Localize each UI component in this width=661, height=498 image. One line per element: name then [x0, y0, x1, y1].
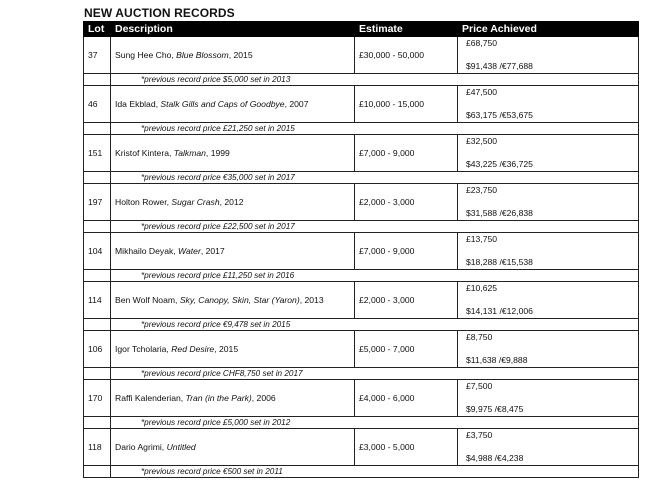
price-cell [458, 184, 639, 221]
previous-record-note: *previous record price €35,000 set in 2017 [111, 172, 639, 184]
record-note-row [84, 270, 639, 282]
price-cell [458, 37, 639, 74]
lot-spacer [84, 368, 111, 380]
artist-name: Holton Rower, [115, 197, 172, 207]
table-row [84, 282, 639, 319]
description-cell [111, 184, 355, 221]
artist-name: Igor Tcholaria, [115, 344, 172, 354]
previous-record-note: *previous record price €500 set in 2011 [111, 466, 639, 478]
work-year: , 2015 [214, 344, 239, 354]
document-title: NEW AUCTION RECORDS [84, 6, 235, 20]
description-cell [111, 331, 355, 368]
price-gbp: £3,750 [466, 430, 493, 440]
lot-spacer [84, 417, 111, 429]
lot-number: 37 [84, 37, 111, 74]
price-gbp: £32,500 [466, 136, 498, 146]
lot-spacer [84, 172, 111, 184]
work-title: Stalk Gills and Caps of Goodbye [160, 99, 285, 109]
auction-records-table [83, 21, 639, 478]
price-cell [458, 135, 639, 172]
lot-spacer [84, 74, 111, 86]
record-note-row [84, 368, 639, 380]
price-cell [458, 86, 639, 123]
price-usd-eur: $4,988 /€4,238 [466, 453, 524, 463]
price-usd-eur: $11,638 /€9,888 [466, 355, 528, 365]
work-title: Red Desire [171, 344, 215, 354]
lot-spacer [84, 466, 111, 478]
table-row [84, 429, 639, 466]
price-usd-eur: $91,438 /€77,688 [466, 61, 533, 71]
price-gbp: £13,750 [466, 234, 498, 244]
artist-name: Ida Ekblad, [115, 99, 161, 109]
work-year: , 2007 [284, 99, 309, 109]
lot-spacer [84, 270, 111, 282]
price-gbp: £10,625 [466, 283, 498, 293]
lot-spacer [84, 221, 111, 233]
lot-number: 118 [84, 429, 111, 466]
previous-record-note: *previous record price £5,000 set in 2012 [111, 417, 639, 429]
artist-name: Sung Hee Cho, [115, 50, 177, 60]
artist-name: Raffi Kalenderian, [115, 393, 186, 403]
price-cell [458, 282, 639, 319]
price-cell [458, 331, 639, 368]
price-gbp: £8,750 [466, 332, 493, 342]
work-year: , 2006 [251, 393, 276, 403]
previous-record-note: *previous record price £21,250 set in 2015 [111, 123, 639, 135]
work-title: Blue Blossom [176, 50, 229, 60]
estimate-cell: £2,000 - 3,000 [355, 184, 458, 221]
estimate-cell: £30,000 - 50,000 [355, 37, 458, 74]
artist-name: Ben Wolf Noam, [115, 295, 180, 305]
record-note-row [84, 123, 639, 135]
work-year: , 2012 [219, 197, 244, 207]
lot-number: 46 [84, 86, 111, 123]
estimate-cell: £10,000 - 15,000 [355, 86, 458, 123]
lot-number: 197 [84, 184, 111, 221]
previous-record-note: *previous record price €9,478 set in 2015 [111, 319, 639, 331]
table-row [84, 86, 639, 123]
price-usd-eur: $9,975 /€8,475 [466, 404, 524, 414]
lot-number: 170 [84, 380, 111, 417]
work-title: Tran (in the Park) [185, 393, 252, 403]
record-note-row [84, 221, 639, 233]
work-year: , 2013 [299, 295, 324, 305]
lot-spacer [84, 319, 111, 331]
work-year: , 2015 [228, 50, 253, 60]
description-cell [111, 282, 355, 319]
description-cell [111, 135, 355, 172]
price-cell [458, 233, 639, 270]
record-note-row [84, 466, 639, 478]
artist-name: Dario Agrimi, [115, 442, 167, 452]
header-lot: Lot [84, 22, 111, 37]
price-cell [458, 429, 639, 466]
header-estimate: Estimate [355, 22, 458, 37]
table-body [84, 37, 639, 478]
price-gbp: £47,500 [466, 87, 498, 97]
table-header-row [84, 22, 639, 37]
artist-name: Kristof Kintera, [115, 148, 174, 158]
record-note-row [84, 417, 639, 429]
table-row [84, 233, 639, 270]
lot-number: 114 [84, 282, 111, 319]
header-description: Description [111, 22, 355, 37]
price-gbp: £7,500 [466, 381, 493, 391]
description-cell [111, 86, 355, 123]
lot-number: 151 [84, 135, 111, 172]
artist-name: Mikhailo Deyak, [115, 246, 179, 256]
record-note-row [84, 74, 639, 86]
previous-record-note: *previous record price $5,000 set in 2013 [111, 74, 639, 86]
record-note-row [84, 319, 639, 331]
table-row [84, 135, 639, 172]
price-usd-eur: $14,131 /€12,006 [466, 306, 533, 316]
work-title: Untitled [166, 442, 196, 452]
table-row [84, 184, 639, 221]
lot-spacer [84, 123, 111, 135]
description-cell [111, 37, 355, 74]
estimate-cell: £2,000 - 3,000 [355, 282, 458, 319]
description-cell [111, 380, 355, 417]
price-usd-eur: $43,225 /€36,725 [466, 159, 533, 169]
price-usd-eur: $18,288 /€15,538 [466, 257, 533, 267]
table-row [84, 380, 639, 417]
work-title: Sugar Crash [171, 197, 220, 207]
price-cell [458, 380, 639, 417]
table-row [84, 331, 639, 368]
estimate-cell: £5,000 - 7,000 [355, 331, 458, 368]
description-cell [111, 429, 355, 466]
work-title: Talkman [173, 148, 206, 158]
price-gbp: £23,750 [466, 185, 498, 195]
lot-number: 106 [84, 331, 111, 368]
lot-number: 104 [84, 233, 111, 270]
estimate-cell: £4,000 - 6,000 [355, 380, 458, 417]
work-year: , 1999 [205, 148, 230, 158]
header-price-achieved: Price Achieved [458, 22, 639, 37]
table-row [84, 37, 639, 74]
price-usd-eur: $31,588 /€26,838 [466, 208, 533, 218]
work-title: Sky, Canopy, Skin, Star (Yaron) [179, 295, 300, 305]
estimate-cell: £3,000 - 5,000 [355, 429, 458, 466]
record-note-row [84, 172, 639, 184]
description-cell [111, 233, 355, 270]
previous-record-note: *previous record price £22,500 set in 2017 [111, 221, 639, 233]
estimate-cell: £7,000 - 9,000 [355, 233, 458, 270]
work-title: Water [178, 246, 201, 256]
previous-record-note: *previous record price CHF8,750 set in 2017 [111, 368, 639, 380]
previous-record-note: *previous record price £11,250 set in 2016 [111, 270, 639, 282]
work-year: , 2017 [200, 246, 225, 256]
estimate-cell: £7,000 - 9,000 [355, 135, 458, 172]
price-gbp: £68,750 [466, 38, 498, 48]
price-usd-eur: $63,175 /€53,675 [466, 110, 533, 120]
